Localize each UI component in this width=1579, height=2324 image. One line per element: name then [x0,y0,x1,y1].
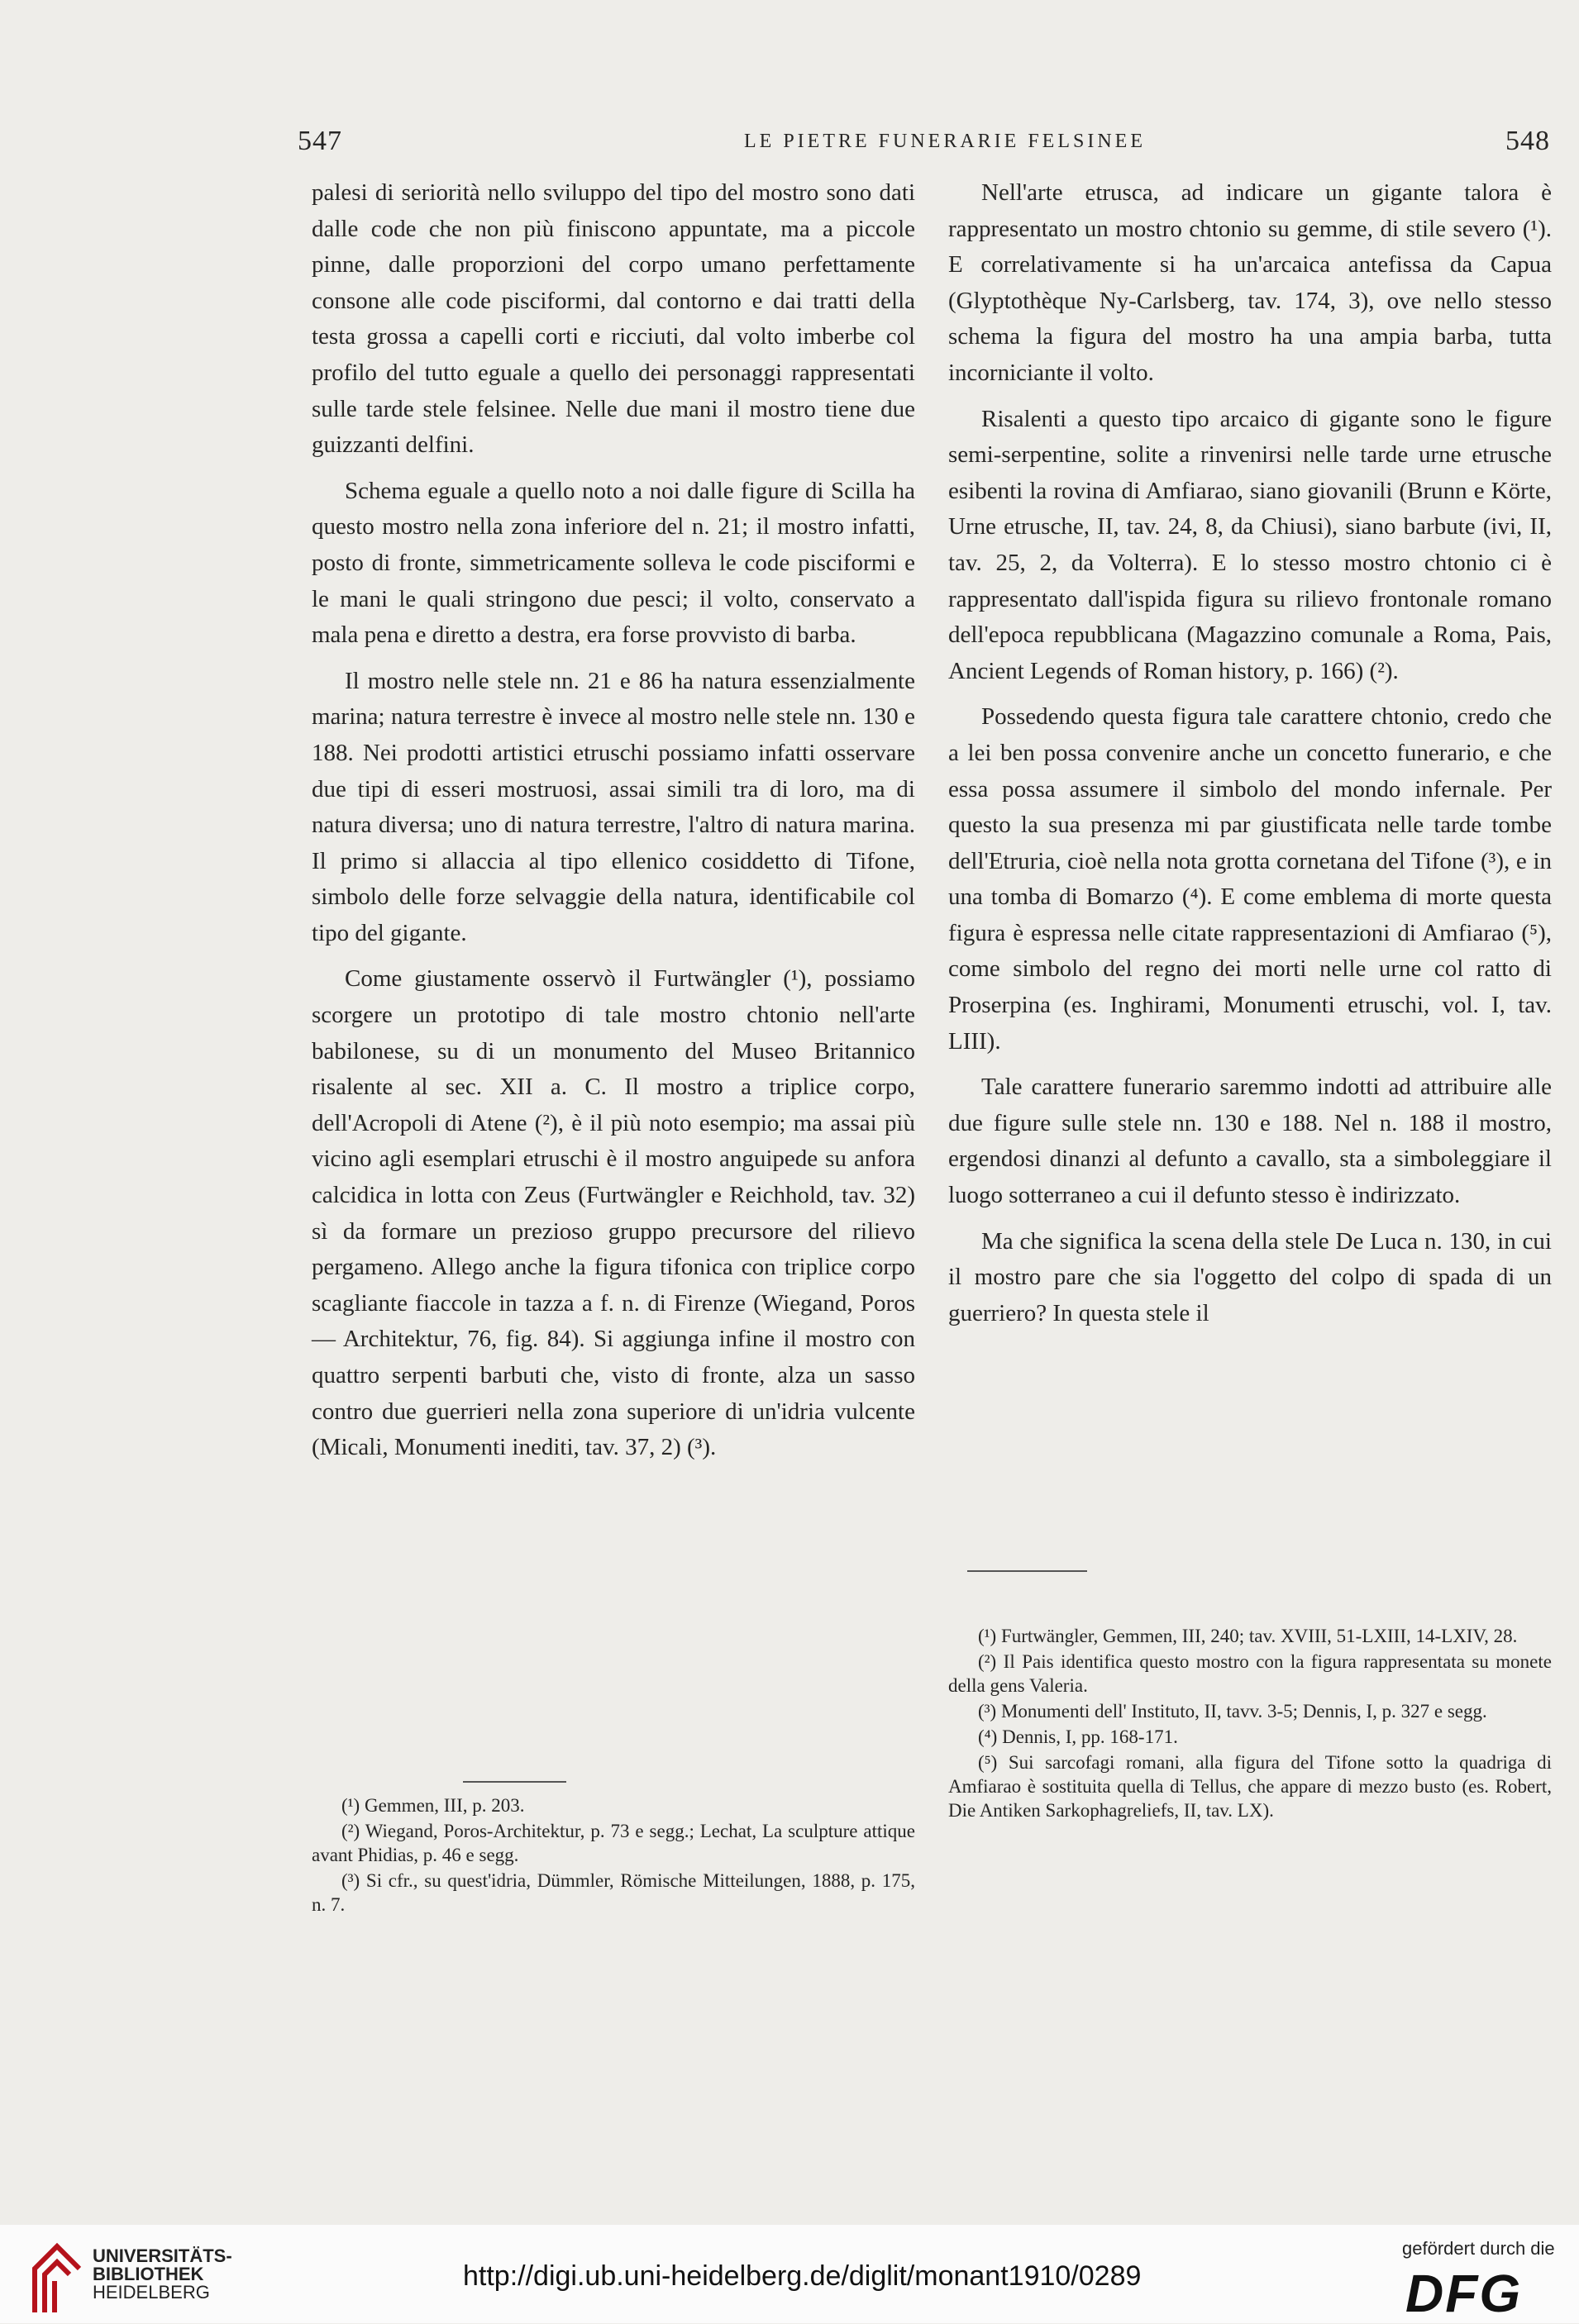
source-url-link[interactable]: http://digi.ub.uni-heidelberg.de/diglit/monant1910/0289 [463,2260,1142,2292]
library-logo-icon [28,2240,86,2314]
paragraph: Come giustamente osservò il Furtwängler (¹), possiamo scorgere un prototipo di tale mostro chtonio nell'arte babilonese, su di un monumento del Museo Britannico risalente al sec. XII a. C. Il mostro a triplice corpo, dell'Acropoli di Atene (²), è il più noto esempio; ma assai più vicino agli esemplari etruschi è il mostro anguipede su anfora calcidica in lotta con Zeus (Furtwängler e Reichhold, tav. 32) sì da formare un prezioso gruppo precursore del rilievo pergameno. Allego anche la figura tifonica con triplice corpo scagliante fiaccole in tazza a f. n. di Firenze (Wiegand, Poros — Architektur, 76, fig. 84). Si aggiunga infine il mostro con quattro serpenti barbuti che, visto di fronte, alza un sasso contro due guerrieri nella zona superiore di un'idria vulcente (Micali, Monumenti inediti, tav. 37, 2) (³). [312,965,915,1461]
footnote: (⁵) Sui sarcofagi romani, alla figura del Tifone sotto la quadriga di Amfiarao è sostituita quella di Tellus, che appare di mezzo busto (es. Robert, Die Antiken Sarkophagreliefs, II, tav. LX). [948,1752,1552,1821]
paragraph: palesi di seriorità nello sviluppo del tipo del mostro sono dati dalle code che non più finiscono appuntate, ma a piccole pinne, dalle proporzioni del corpo umano perfettamente consone alle code pisciformi, dal contorno e dai tratti della testa grossa a capelli corti e ricciuti, dal volto imberbe col profilo del tutto eguale a quello dei personaggi rappresentati sulle tarde stele felsinee. Nelle due mani il mostro tiene due guizzanti delfini. [312,179,915,459]
dfg-logo: DFG [1405,2264,1523,2323]
footnotes-right [948,1624,1552,1824]
footnote: (³) Monumenti dell' Instituto, II, tavv. 3-5; Dennis, I, p. 327 e segg. [978,1701,1487,1722]
paragraph: Possedendo questa figura tale carattere chtonio, credo che a lei ben possa convenire anche un concetto funerario, e che essa possa assumere il simbolo del mondo infernale. Per questo la sua presenza mi par giustificata nelle tarde tombe dell'Etruria, cioè nella nota grotta cornetana del Tifone (³), e in una tomba di Bomarzo (⁴). E come emblema di morte questa figura è espressa nelle citate rappresentazioni di Amfiarao (⁵), come simbolo del regno dei morti nelle urne col ratto di Proserpina (es. Inghirami, Monumenti etruschi, vol. I, tav. LIII). [948,703,1552,1055]
footnote: (¹) Furtwängler, Gemmen, III, 240; tav. XVIII, 51-LXIII, 14-LXIV, 28. [978,1626,1518,1646]
footnote-divider [967,1570,1087,1572]
library-line: UNIVERSITÄTS- [93,2245,232,2266]
library-line: BIBLIOTHEK [93,2264,204,2284]
paragraph: Risalenti a questo tipo arcaico di gigante sono le figure semi-serpentine, solite a rinvenirsi nelle tarde urne etrusche esibenti la rovina di Amfiarao, siano giovanili (Brunn e Körte, Urne etrusche, II, tav. 24, 8, da Chiusi), siano barbute (ivi, II, tav. 25, 2, da Volterra). E lo stesso mostro chtonio ci è rappresentato dall'ispida figura su rilievo frontonale romano dell'epoca repubblicana (Magazzino comunale a Roma, Pais, Ancient Legends of Roman history, p. 166) (²). [948,405,1552,684]
right-column [948,175,1552,1341]
paragraph: Tale carattere funerario saremmo indotti ad attribuire alle due figure sulle stele nn. 130 e 188. Nel n. 188 il mostro, ergendosi dinanzi al defunto a cavallo, sta a simboleggiare il luogo sotterraneo a cui il defunto stesso è indirizzato. [948,1074,1552,1209]
paragraph: Schema eguale a quello noto a noi dalle figure di Scilla ha questo mostro nella zona inferiore del n. 21; il mostro infatti, posto di fronte, simmetricamente solleva le code pisciformi e le mani le quali stringono due pesci; il volto, conservato a mala pena e diretto a destra, era forse provvisto di barba. [312,477,915,649]
page-number-right: 548 [1505,126,1550,156]
library-name [93,2247,232,2302]
paragraph: Il mostro nelle stele nn. 21 e 86 ha natura essenzialmente marina; natura terrestre è invece al mostro nelle stele nn. 130 e 188. Nei prodotti artistici etruschi possiamo infatti osservare due tipi di esseri mostruosi, assai simili tra di loro, ma di natura diversa; uno di natura terrestre, l'altro di natura marina. Il primo si allaccia al tipo ellenico cosiddetto di Tifone, simbolo delle forze selvaggie della natura, identificabile col tipo del gigante. [312,667,915,946]
footnote: (²) Wiegand, Poros-Architektur, p. 73 e segg.; Lechat, La sculpture attique avant Phidias, p. 46 e segg. [312,1821,915,1865]
paragraph: Ma che significa la scena della stele De Luca n. 130, in cui il mostro pare che sia l'oggetto del colpo di spada di un guerriero? In questa stele il [948,1227,1552,1326]
left-column [312,175,915,1476]
library-line: HEIDELBERG [93,2282,210,2303]
paragraph: Nell'arte etrusca, ad indicare un gigante talora è rappresentato un mostro chtonio su gemme, di stile severo (¹). E correlativamente si ha un'arcaica antefissa da Capua (Glyptothèque Ny-Carlsberg, tav. 174, 3), ove nello stesso schema la figura del mostro ha una ampia barba, tutta incorniciante il volto. [948,179,1552,386]
footnote: (²) Il Pais identifica questo mostro con la figura rappresentata su monete della gens Valeria. [948,1651,1552,1696]
footnotes-left [312,1793,915,1918]
page-header [298,126,1562,167]
footnote-divider [463,1781,566,1783]
footnote: (³) Si cfr., su quest'idria, Dümmler, Römische Mitteilungen, 1888, p. 175, n. 7. [312,1870,915,1915]
running-title: LE PIETRE FUNERARIE FELSINEE [744,131,1146,152]
footnote: (¹) Gemmen, III, p. 203. [341,1795,525,1816]
footnote: (⁴) Dennis, I, pp. 168-171. [978,1726,1178,1747]
page-number-left: 547 [298,126,342,156]
funded-by-text: gefördert durch die [1402,2238,1555,2259]
